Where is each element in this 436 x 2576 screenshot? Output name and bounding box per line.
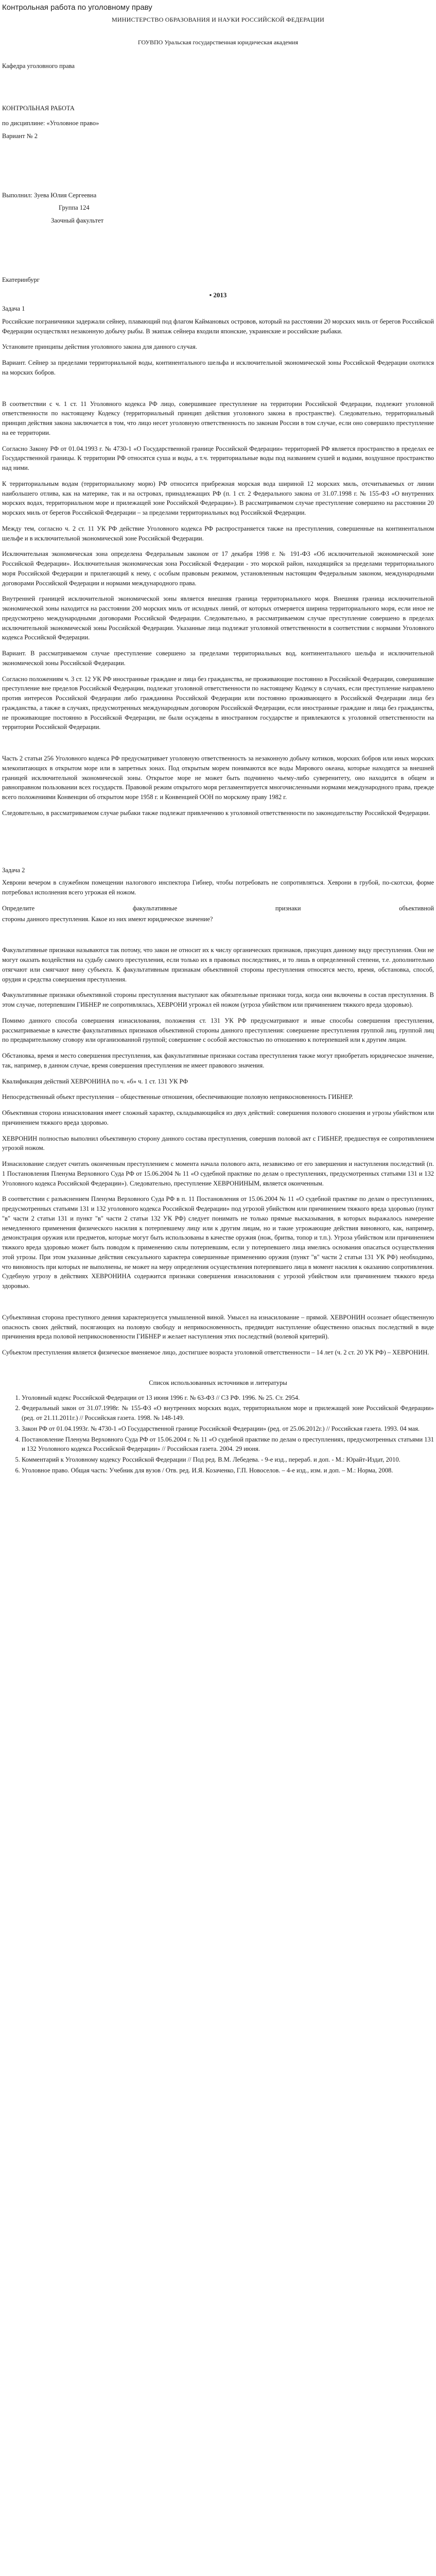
- paragraph: Помимо данного способа совершения изнасилования, положения ст. 131 УК РФ предусматривают и иные способы совершения преступления, рассматриваемые в качестве факультативных признаков объективной стороны данного преступления: совершение преступления группой лиц, группой лиц по предварительному сговору или организованной группой; совершение с особой жестокостью по отношению к потерпевшей или к другим лицам.: [2, 1016, 434, 1044]
- question-word: признаки: [275, 904, 301, 912]
- paragraph: Субъектом преступления является физическое вменяемое лицо, достигшее возраста уголовной ответственности – 14 лет (ч. 2 ст. 20 УК РФ) – ХЕВРОНИН.: [2, 1349, 429, 1356]
- reference-item: 6. Уголовное право. Общая часть: Учебник для вузов / Отв. ред. И.Я. Козаченко, Г.П. Новоселов. – 4-е изд., изм. и доп. – М.: Норма, 2008.: [22, 1466, 434, 1476]
- references-list: [2, 1393, 434, 1476]
- paragraph: Вариант. Сейнер за пределами территориальной воды, континентального шельфа и исключительной экономической зоны Российской Федерации охотился на морских бобров.: [2, 359, 434, 376]
- paragraph: Квалификация действий ХЕВРОНИНА по ч. «б» ч. 1 ст. 131 УК РФ: [2, 1077, 188, 1085]
- references-title: Список использованных источников и литературы: [149, 1379, 287, 1386]
- task-2-question-lead: стороны данного преступления. Какое из них имеют юридическое значение?: [2, 915, 213, 923]
- work-discipline: по дисциплине: «Уголовное право»: [2, 120, 99, 127]
- paragraph: В соответствии с ч. 1 ст. 11 Уголовного кодекса РФ лицо, совершившее преступление на территории Российской Федерации, подлежит уголовной ответственности по настоящему Кодексу (территориальный принцип действия уголовного закона в пространстве). Следовательно, территориальный принцип действия закона заключается в том, что лицо несет уголовную ответственность по законам России в том случае, если оно совершило преступление на ее территории.: [2, 400, 434, 436]
- question-word: Определите: [2, 904, 35, 912]
- department-name: Кафедра уголовного права: [2, 62, 75, 70]
- task-2: [2, 866, 434, 1358]
- paragraph: Вариант. В рассматриваемом случае преступление совершено за пределами территориальных вод, континентального шельфа и исключительной экономической зоны Российской Федерации.: [2, 650, 434, 667]
- paragraph: Исключительная экономическая зона определена Федеральным законом от 17 декабря 1998 г. № 191-ФЗ «Об исключительной экономической зоне Российской Федерации». Исключительная экономическая зона Российской Федерации - это морской район, находящийся за пределами территориального моря Российской Федерации и прилегающий к нему, с особым правовым режимом, установленным настоящим Федеральным законом, международными договорами Российской Федерации и нормами международного права.: [2, 550, 434, 587]
- paragraph: Между тем, согласно ч. 2 ст. 11 УК РФ действие Уголовного кодекса РФ распространяется также на преступления, совершенные на континентальном шельфе и в исключительной экономической зоне Российской Федерации.: [2, 524, 434, 542]
- reference-item: 3. Закон РФ от 01.04.1993г. № 4730-1 «О Государственной границе Российской Федерации» (ред. от 25.06.2012г.) // Российская газета. 1993. 04 мая.: [22, 1424, 434, 1434]
- ministry-heading: МИНИСТЕРСТВО ОБРАЗОВАНИЯ И НАУКИ РОССИЙСКОЙ ФЕДЕРАЦИИ: [112, 15, 324, 23]
- paragraph: ХЕВРОНИН полностью выполнил объективную сторону данного состава преступления, совершив половой акт с ГИБНЕР, предшествуя ее сопротивлением угрозой ножом.: [2, 1134, 434, 1152]
- author-faculty: Заочный факультет: [51, 217, 104, 224]
- task-1-body: [2, 317, 434, 818]
- task-1-title: Задача 1: [2, 305, 25, 312]
- paragraph: Российские пограничники задержали сейнер, плавающий под флагом Каймановых островов, который на расстоянии 20 морских миль от берегов Российской Федерации осуществлял незаконную добычу рыбы. В экипаж сейнера входили японские, украинские и российские рыбаки.: [2, 317, 434, 335]
- paragraph: Согласно положениям ч. 3 ст. 12 УК РФ иностранные граждане и лица без гражданства, не проживающие постоянно в Российской Федерации, совершившие преступление вне пределов Российской Федерации, подлежат уголовной ответственности по настоящему Кодексу в случаях, если преступление направлено против интересов Российской Федерации либо гражданина Российской Федерации или постоянно проживающего в Российской Федерации лица без гражданства, а также в случаях, предусмотренных международным договором Российской Федерации, если иностранные граждане и лица без гражданства, не проживающие постоянно в Российской Федерации, не были осуждены в иностранном государстве и привлекаются к уголовной ответственности на территории Российской Федерации.: [2, 675, 434, 731]
- task-1: [2, 304, 434, 818]
- task-2-title: Задача 2: [2, 866, 25, 874]
- reference-item: 1. Уголовный кодекс Российской Федерации от 13 июня 1996 г. № 63-ФЗ // СЗ РФ. 1996. № 25. Ст. 2954.: [22, 1393, 434, 1403]
- author-group: Группа 124: [59, 204, 90, 212]
- paragraph: Изнасилование следует считать оконченным преступлением с момента начала полового акта, независимо от его завершения и наступления последствий (п. 1 Постановления Пленума Верховного Суда РФ от 15.06.2004 № 11 «О судебной практике по делам о преступлениях, предусмотренных статьями 131 и 132 Уголовного кодекса Российской Федерации»). Следовательно, преступление ХЕВРОНИНЫМ, является оконченным.: [2, 1160, 434, 1187]
- paragraph: Следовательно, в рассматриваемом случае рыбаки также подлежат привлечению к уголовной ответственности по законодательству Российской Федерации.: [2, 809, 430, 817]
- paragraph: Установите принципы действия уголовного закона для данного случая.: [2, 343, 197, 351]
- question-word: объективной: [399, 904, 434, 912]
- year: • 2013: [209, 291, 227, 299]
- reference-item: 5. Комментарий к Уголовному кодексу Российской Федерации // Под ред. В.М. Лебедева. - 9-е изд., перераб. и доп. - М.: Юрайт-Издат, 2010.: [22, 1455, 434, 1465]
- author-info: [2, 191, 434, 226]
- work-variant: Вариант № 2: [2, 132, 38, 140]
- paragraph: Внутренней границей исключительной экономической зоны является внешняя граница территориального моря. Внешняя граница исключительной экономической зоны находится на расстоянии 200 морских миль от исходных линий, от которых отмеряется ширина территориального моря, если иное не предусмотрено международными договорами Российской Федерации. Следовательно, в рассматриваемом случае преступление совершено в пределах исключительной экономической зоны Российской Федерации. Указанные лица подлежат уголовной ответственности в соответствии с нормами Уголовного кодекса Российской Федерации.: [2, 595, 434, 641]
- task-2-subjective: [2, 1313, 434, 1358]
- academy-name: ГОУВПО Уральская государственная юридическая академия: [137, 38, 299, 46]
- paragraph: Согласно Закону РФ от 01.04.1993 г. № 4730-1 «О Государственной границе Российской Федерации» территорией РФ является пространство в пределах ее Государственной границы. К территории РФ относятся суша и воды, а т.ч. территориальные воды под названием сушей и водами, воздушное пространство над ними.: [2, 445, 434, 471]
- paragraph: Факультативные признаки называются так потому, что закон не относит их к числу органических признаков, присущих данному виду преступления. Они не могут оказать воздействия на судьбу самого преступления, если только их в правовых последствиях, и то лишь в определенной степени, т.е. дополнительно отягчают или смягчают вину субъекта. К факультативным признакам объективной стороны преступления относятся место, время, обстановка, способ, орудия и средства совершения преступления.: [2, 946, 434, 983]
- question-word: факультативные: [132, 904, 178, 912]
- paragraph: Часть 2 статьи 256 Уголовного кодекса РФ предусматривает уголовную ответственность за незаконную добычу котиков, морских бобров или иных морских млекопитающих в открытом море или в запретных зонах. Под открытым морем понимаются все воды Мирового океана, которые находятся за внешней границей исключительной экономической зоны. Открытое море не может быть подчинено чьему-либо суверенитету, оно находится в общем и равноправном пользовании всех государств. Правовой режим открытого моря регламентируется многочисленными нормами международного права, прежде всего положениями Конвенции об открытом море 1958 г. и Конвенцией ООН по морскому праву 1982 г.: [2, 755, 434, 801]
- paragraph: Непосредственный объект преступления – общественные отношения, обеспечивающие половую неприкосновенность ГИБНЕР.: [2, 1093, 354, 1101]
- task-2-question: [2, 904, 434, 913]
- reference-item: 4. Постановление Пленума Верховного Суда РФ от 15.06.2004 г. № 11 «О судебной практике по делам о преступлениях, предусмотренных статьями 131 и 132 Уголовного кодекса Российской Федерации» // Российская газета. 2004. 29 июня.: [22, 1435, 434, 1454]
- author-name: Выполнил: Зуева Юлия Сергеевна: [2, 191, 97, 199]
- document-title: Контрольная работа по уголовному праву: [2, 3, 152, 12]
- paragraph: Хеврони вечером в служебном помещении налогового инспектора Гибнер, чтобы потребовать не сопротивляться. Хеврони в грубой, по-скотски, форме потребовал исполнения всего угрожая ей ножом.: [2, 879, 434, 896]
- references: [2, 1378, 434, 1476]
- task-2-answer: [2, 945, 434, 1291]
- task-2-condition: [2, 878, 434, 897]
- paragraph: Обстановка, время и место совершения преступления, как факультативные признаки состава преступления также могут приобретать юридическое значение, так, например, в данном случае, время совершения преступления не имеет правового значения.: [2, 1052, 434, 1069]
- paragraph: Субъективная сторона преступного деяния характеризуется умышленной виной. Умысел на изнасилование – прямой. ХЕВРОНИН осознает общественную опасность своих действий, посягающих на половую свободу и неприкосновенность, предвидит наступление общественно опасных последствий в виде причинения вреда половой неприкосновенности ГИБНЕР и желает наступления этих последствий (волевой критерий).: [2, 1313, 434, 1341]
- city: Екатеринбург: [2, 276, 40, 283]
- paragraph: Объективная сторона изнасилования имеет сложный характер, складывающийся из двух действий: совершения полового сношения и угрозы убийством или причинением тяжкого вреда здоровью.: [2, 1109, 434, 1126]
- paragraph: К территориальным водам (территориальному морю) РФ относится прибрежная морская вода шириной 12 морских миль, отсчитываемых от линии наибольшего отлива, как на материке, так и на островах, принадлежащих РФ (п. 1 ст. 2 Федерального закона от 31.07.1998 г. № 155-ФЗ «О внутренних морских водах, территориальном море и прилежащей зоне Российской Федерации»). В рассматриваемом случае преступление совершено на расстоянии 20 морских миль от берегов Российской Федерации – за пределами территориальных вод Российской Федерации.: [2, 480, 434, 516]
- work-kind: КОНТРОЛЬНАЯ РАБОТА: [2, 105, 75, 112]
- work-info: [2, 104, 434, 141]
- paragraph: Факультативные признаки объективной стороны преступления выступают как обязательные признаки тогда, когда они включены в состав преступления. В этом случае, потерпевшим ГИБНЕР не сопротивлялась, ХЕВРОНИ угрожал ей ножом (угроза убийством или причинением тяжкого вреда здоровью).: [2, 991, 434, 1008]
- paragraph: В соответствии с разъяснением Пленума Верховного Суда РФ в п. 11 Постановления от 15.06.2004 № 11 «О судебной практике по делам о преступлениях, предусмотренных статьями 131 и 132 уголовного кодекса Российской Федерации» под угрозой убийством или причинением тяжкого вреда здоровью (пункт "в" части 2 статьи 131 и пункт "в" части 2 статьи 132 УК РФ) следует понимать не только прямые высказывания, в которых выражалось намерение немедленного применения физического насилия к потерпевшему лицу или к другим лицам, но и такие угрожающие действия виновного, как, например, демонстрация оружия или предметов, которые могут быть использованы в качестве оружия (нож, бритва, топор и т.п.). Угроза убийством или причинением тяжкого вреда здоровью может быть поводом к применению силы потерпевшим, если у потерпевшего лица имелись основания опасаться осуществления этой угрозы. При этом указанные действия сексуального характера совершенные применению оружия (пункт "в" части 2 статьи 131 УК РФ) необходимо, что виновность при которых не выполнены, не может на меру определения осуществления потерпевшего лица в момент насилия к оказанию сопротивления. Судебную угрозу в действиях ХЕВРОНИНА содержится признаки совершения изнасилования с угрозой убийством или причинением тяжкого вреда здоровью.: [2, 1195, 434, 1290]
- reference-item: 2. Федеральный закон от 31.07.1998г. № 155-ФЗ «О внутренних морских водах, территориальном море и прилежащей зоне Российской Федерации» (ред. от 21.11.2011г.) // Российская газета. 1998. № 148-149.: [22, 1403, 434, 1423]
